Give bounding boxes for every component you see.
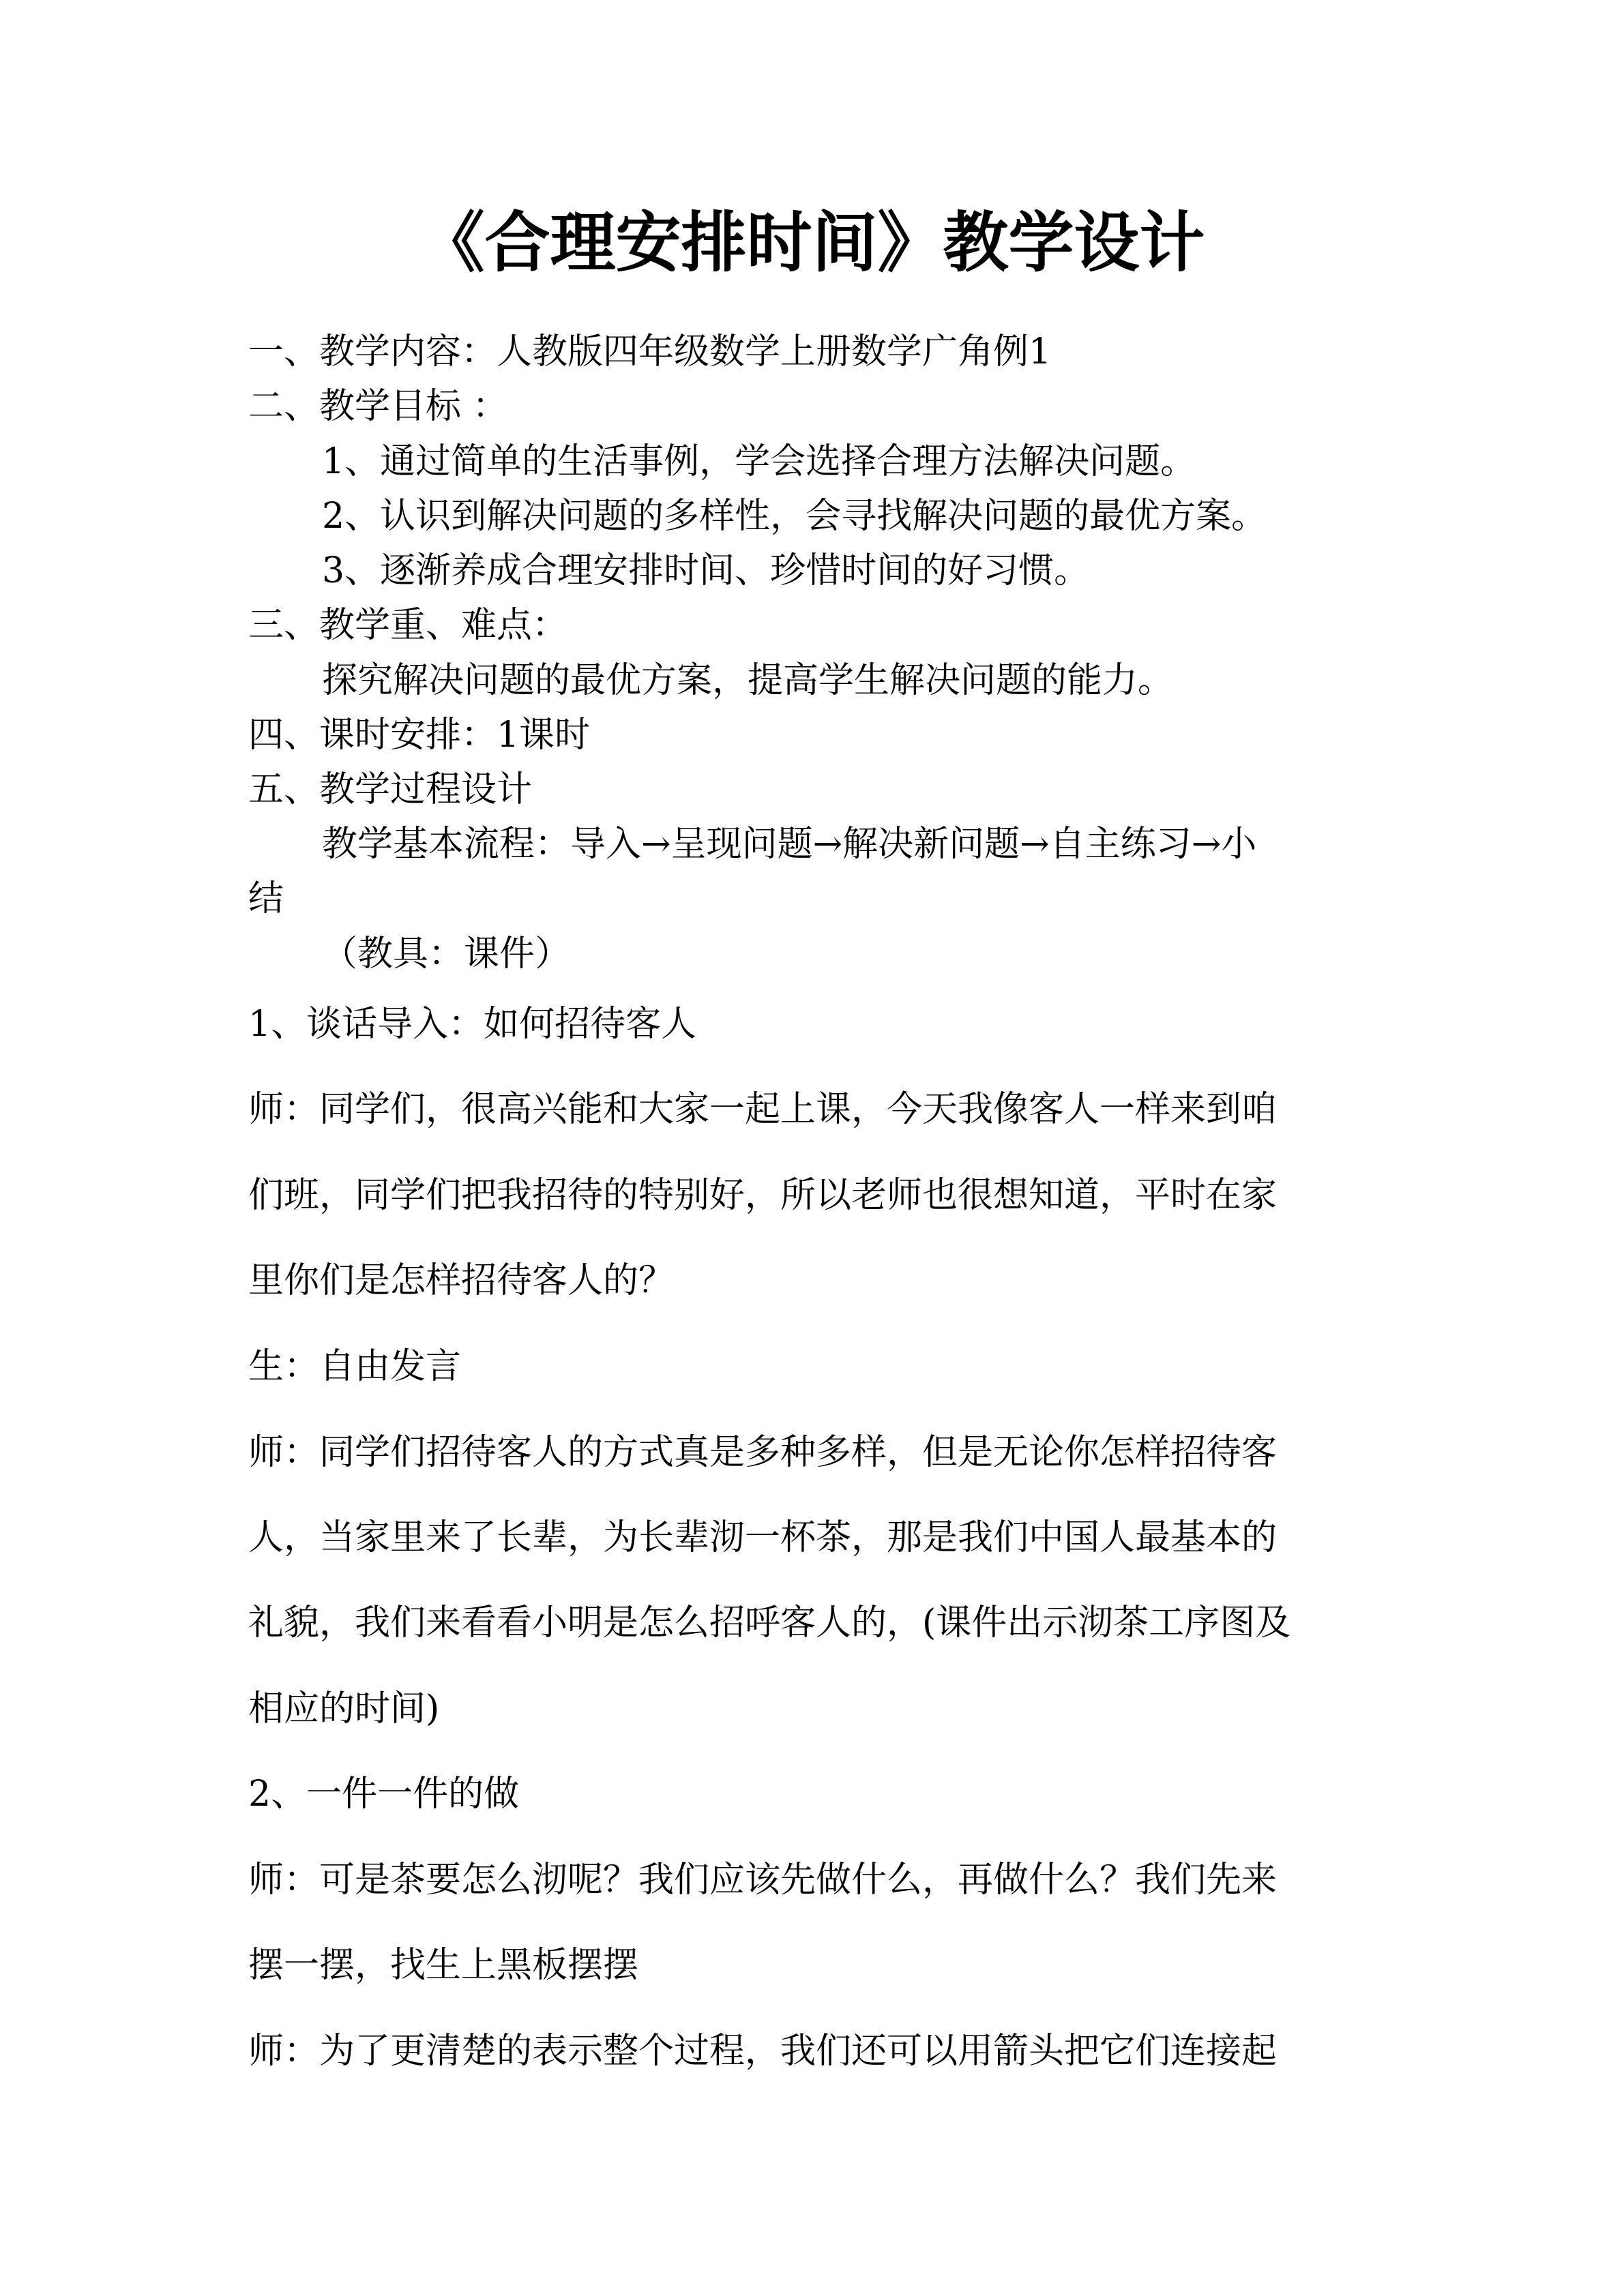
goal-item-1: 1、通过简单的生活事例，学会选择合理方法解决问题。 <box>322 441 1196 482</box>
paragraph-line: 师：同学们，很高兴能和大家一起上课，今天我像客人一样来到咱 <box>248 1089 1278 1130</box>
goal-item-2: 2、认识到解决问题的多样性，会寻找解决问题的最优方案。 <box>322 496 1267 537</box>
key-points-text: 探究解决问题的最优方案，提高学生解决问题的能力。 <box>322 660 1174 701</box>
paragraph-line: 师：同学们招待客人的方式真是多种多样，但是无论你怎样招待客 <box>248 1432 1278 1473</box>
paragraph-line: 师：可是茶要怎么沏呢？我们应该先做什么，再做什么？我们先来 <box>248 1860 1278 1900</box>
section-process-design: 五、教学过程设计 <box>248 769 533 810</box>
paragraph-line: 礼貌，我们来看看小明是怎么招呼客人的，(课件出示沏茶工序图及 <box>248 1602 1291 1643</box>
paragraph-line: 相应的时间) <box>248 1688 440 1729</box>
section-teaching-content: 一、教学内容：人教版四年级数学上册数学广角例1 <box>248 331 1052 372</box>
process-flow-text-cont: 结 <box>248 878 284 919</box>
teaching-aids-note: （教具：课件） <box>322 934 571 974</box>
paragraph-line: 摆一摆，找生上黑板摆摆 <box>248 1945 639 1986</box>
section-schedule: 四、课时安排：1课时 <box>248 715 591 756</box>
step-2-heading: 2、一件一件的做 <box>248 1774 520 1815</box>
paragraph-line: 师：为了更清楚的表示整个过程，我们还可以用箭头把它们连接起 <box>248 2031 1278 2072</box>
paragraph-line: 生：自由发言 <box>248 1346 462 1387</box>
step-1-heading: 1、谈话导入：如何招待客人 <box>248 1004 697 1045</box>
process-flow-text: 教学基本流程：导入→呈现问题→解决新问题→自主练习→小 <box>322 824 1257 865</box>
section-key-points: 三、教学重、难点： <box>248 605 568 646</box>
document-title: 《合理安排时间》教学设计 <box>419 205 1205 281</box>
section-teaching-goals: 二、教学目标 ： <box>248 386 508 427</box>
goal-item-3: 3、逐渐养成合理安排时间、珍惜时间的好习惯。 <box>322 550 1090 591</box>
paragraph-line: 里你们是怎样招待客人的？ <box>248 1260 675 1301</box>
paragraph-line: 人，当家里来了长辈，为长辈沏一杯茶，那是我们中国人最基本的 <box>248 1517 1278 1558</box>
paragraph-line: 们班，同学们把我招待的特别好，所以老师也很想知道，平时在家 <box>248 1175 1278 1216</box>
